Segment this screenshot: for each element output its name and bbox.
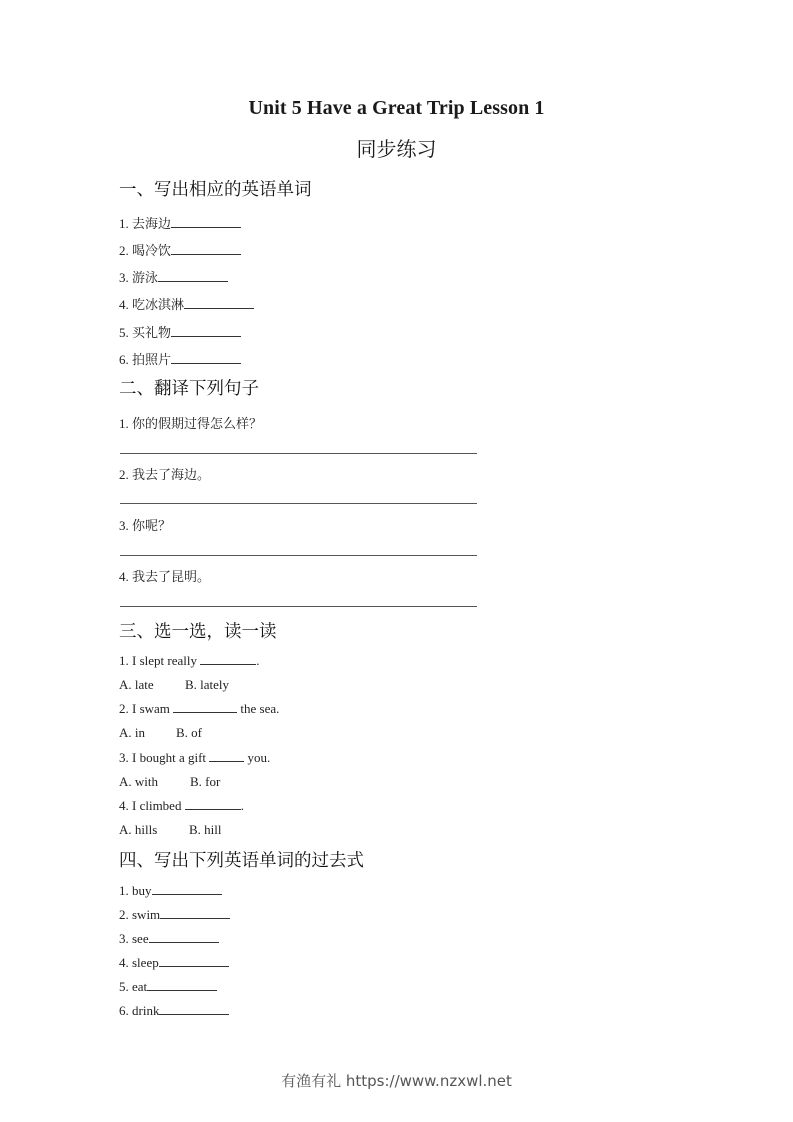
- item-number: 4.: [119, 955, 129, 970]
- item-number: 3.: [119, 931, 129, 946]
- item-number: 6.: [119, 1003, 129, 1018]
- choice-question: [119, 653, 259, 669]
- item-number: 2.: [119, 907, 129, 922]
- section-2-heading: 二、翻译下列句子: [119, 379, 259, 399]
- choice-question: [119, 798, 244, 814]
- choice-options: [119, 725, 319, 741]
- section-4-item: [119, 907, 230, 923]
- item-text: 你的假期过得怎么样？: [132, 416, 263, 431]
- answer-blank[interactable]: [158, 270, 228, 282]
- question-text-end: the sea.: [237, 701, 280, 716]
- answer-blank[interactable]: [185, 798, 241, 810]
- question-text: 2. I swam: [119, 701, 174, 716]
- section-4-item: [119, 1003, 229, 1019]
- choice-options: [119, 774, 319, 790]
- item-number: 2.: [119, 467, 129, 482]
- question-text-end: you.: [244, 750, 271, 765]
- section-4-heading: 四、写出下列英语单词的过去式: [119, 851, 364, 871]
- answer-blank[interactable]: [171, 216, 241, 228]
- item-text: 我去了海边。: [132, 467, 211, 482]
- item-number: 3.: [119, 270, 129, 285]
- item-number: 5.: [119, 979, 129, 994]
- section-1-item: [119, 240, 241, 259]
- section-4-item: [119, 979, 217, 995]
- section-1-item: [119, 349, 241, 368]
- choice-options: [119, 677, 319, 693]
- page-title: [0, 97, 793, 120]
- answer-blank[interactable]: [159, 955, 229, 967]
- item-text: 喝冷饮: [132, 243, 172, 258]
- item-text: buy: [132, 883, 152, 898]
- item-number: 1.: [119, 416, 129, 431]
- option-a[interactable]: A. with: [119, 774, 158, 789]
- answer-blank[interactable]: [152, 883, 222, 895]
- item-text: 我去了昆明。: [132, 569, 211, 584]
- answer-blank[interactable]: [200, 653, 256, 665]
- item-text: 你呢？: [132, 518, 172, 533]
- item-text: sleep: [132, 955, 159, 970]
- option-b[interactable]: B. for: [190, 774, 221, 789]
- question-text: 3. I bought a gift: [119, 750, 210, 765]
- section-2-item: [119, 515, 171, 534]
- answer-blank[interactable]: [209, 750, 244, 762]
- section-2-item: [119, 464, 210, 483]
- answer-blank[interactable]: [171, 243, 241, 255]
- option-a[interactable]: A. late: [119, 677, 154, 692]
- option-b[interactable]: B. of: [176, 725, 202, 740]
- section-4-item: [119, 955, 229, 971]
- choice-question: [119, 750, 270, 766]
- item-number: 6.: [119, 352, 129, 367]
- item-number: 1.: [119, 883, 129, 898]
- item-text: eat: [132, 979, 148, 994]
- page-subtitle: 同步练习: [356, 137, 437, 161]
- item-text: 拍照片: [132, 352, 172, 367]
- section-3-heading: 三、选一选，读一读: [119, 622, 277, 642]
- section-4-item: [119, 883, 222, 899]
- footer-watermark: 有渔有礼 https://www.nzxwl.net: [281, 1072, 512, 1090]
- item-text: 去海边: [132, 216, 172, 231]
- answer-blank[interactable]: [171, 325, 241, 337]
- option-b[interactable]: B. hill: [189, 822, 222, 837]
- item-number: 1.: [119, 216, 129, 231]
- option-a[interactable]: A. hills: [119, 822, 158, 837]
- item-text: 买礼物: [132, 325, 172, 340]
- item-text: 游泳: [132, 270, 159, 285]
- section-2-item: [119, 566, 210, 585]
- title-text: Unit 5 Have a Great Trip Lesson 1: [248, 97, 545, 119]
- question-text: 4. I climbed: [119, 798, 185, 813]
- answer-line[interactable]: [120, 555, 477, 556]
- item-number: 4.: [119, 297, 129, 312]
- option-a[interactable]: A. in: [119, 725, 145, 740]
- question-text: 1. I slept really: [119, 653, 201, 668]
- question-text-end: .: [256, 653, 260, 668]
- answer-blank[interactable]: [147, 979, 217, 991]
- item-number: 4.: [119, 569, 129, 584]
- item-number: 5.: [119, 325, 129, 340]
- question-text-end: .: [240, 798, 244, 813]
- answer-blank[interactable]: [149, 931, 219, 943]
- item-number: 3.: [119, 518, 129, 533]
- choice-question: [119, 701, 279, 717]
- section-1-heading: 一、写出相应的英语单词: [119, 180, 312, 200]
- section-1-item: [119, 213, 241, 232]
- item-text: see: [132, 931, 149, 946]
- answer-line[interactable]: [120, 453, 477, 454]
- answer-blank[interactable]: [159, 1003, 229, 1015]
- section-4-item: [119, 931, 219, 947]
- option-b[interactable]: B. lately: [185, 677, 230, 692]
- answer-blank[interactable]: [173, 701, 237, 713]
- answer-line[interactable]: [120, 503, 477, 504]
- choice-options: [119, 822, 319, 838]
- item-text: 吃冰淇淋: [132, 297, 185, 312]
- section-2-item: [119, 413, 262, 432]
- answer-blank[interactable]: [171, 352, 241, 364]
- item-text: swim: [132, 907, 161, 922]
- answer-blank[interactable]: [184, 297, 254, 309]
- answer-line[interactable]: [120, 606, 477, 607]
- item-number: 2.: [119, 243, 129, 258]
- item-text: drink: [132, 1003, 160, 1018]
- section-1-item: [119, 322, 241, 341]
- section-1-item: [119, 294, 254, 313]
- answer-blank[interactable]: [160, 907, 230, 919]
- section-1-item: [119, 267, 228, 286]
